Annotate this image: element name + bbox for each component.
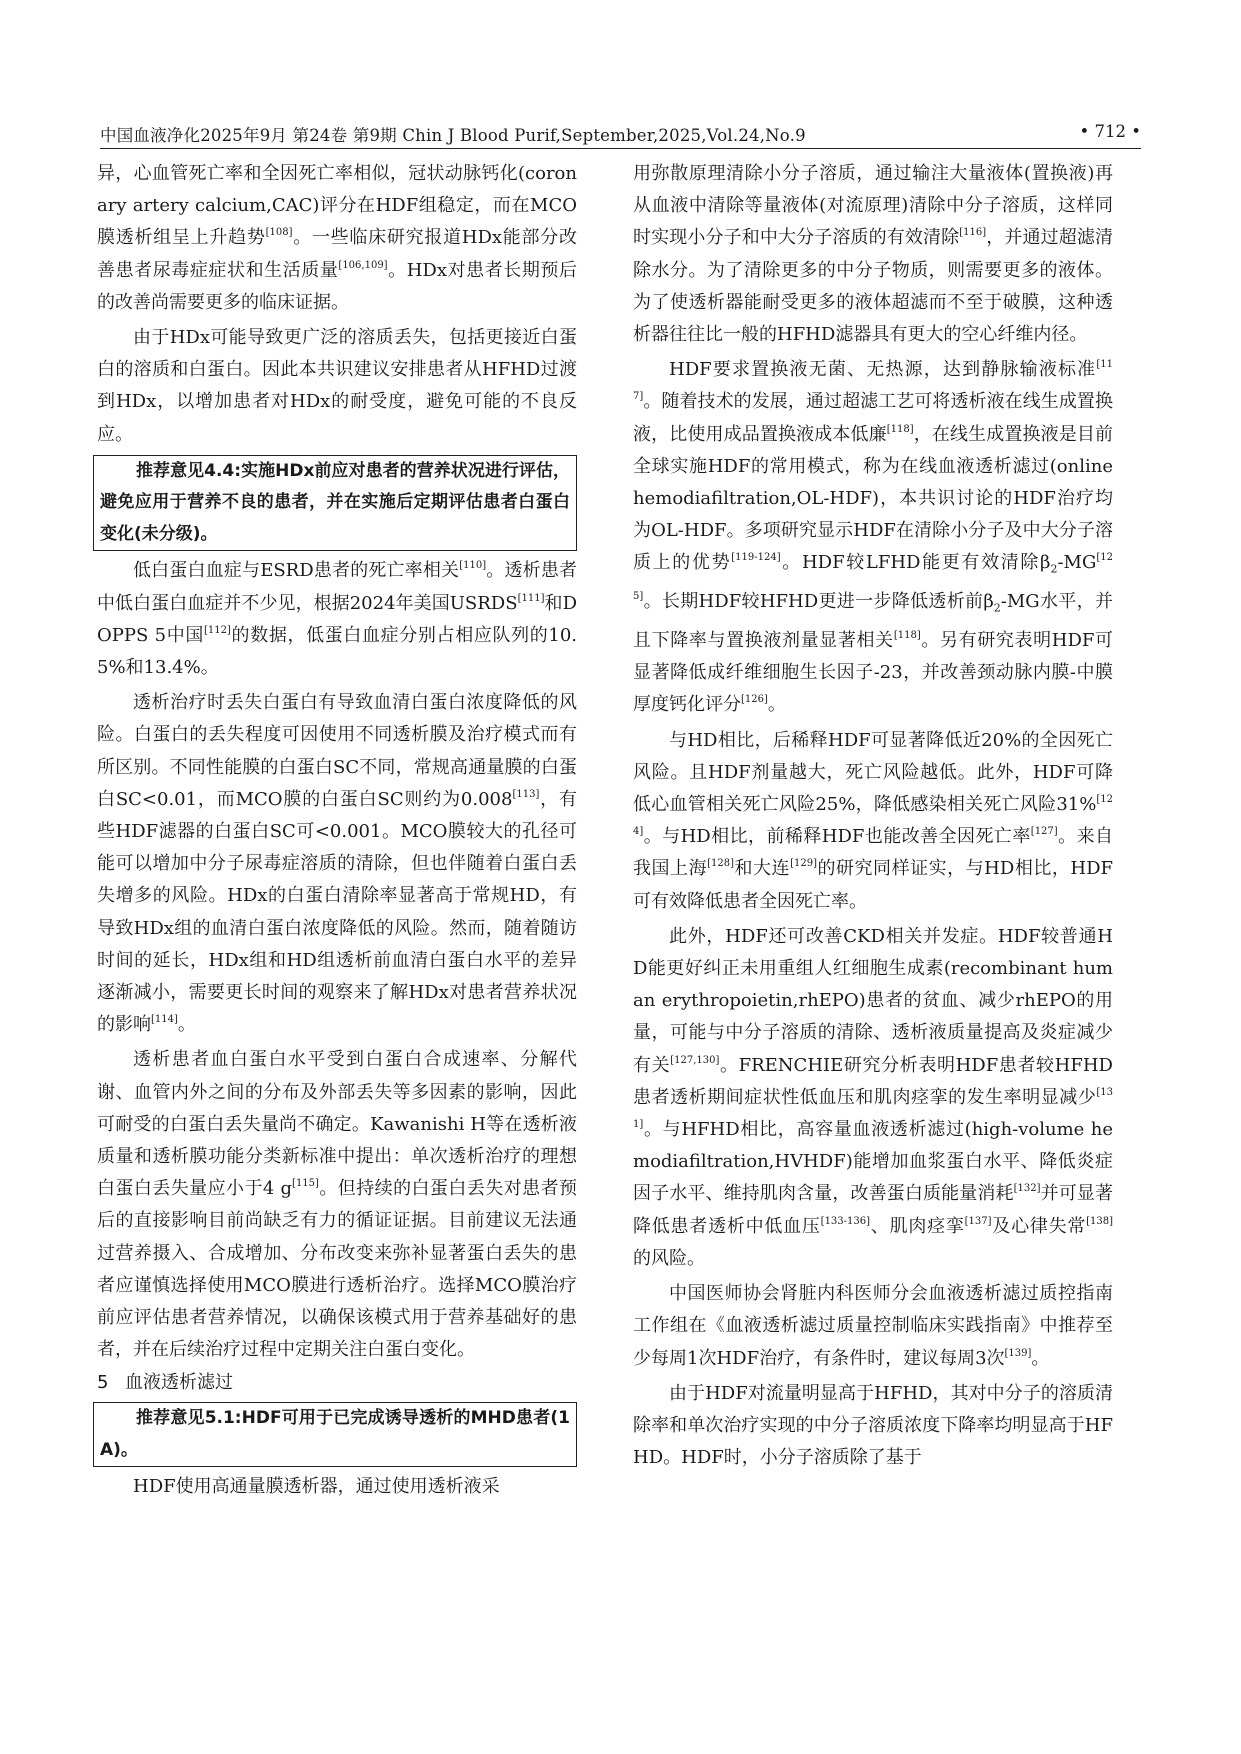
citation: [125] [633, 552, 1113, 603]
paragraph: 由于HDF对流量明显高于HFHD，其对中分子的溶质清除率和单次治疗实现的中分子溶质浓度下降率均明显高于HFHD。HDF时，小分子溶质除了基于 [633, 1382, 1113, 1469]
paragraph: 异，心血管死亡率和全因死亡率相似，冠状动脉钙化(coronary artery calcium,CAC)评分在HDF组稳定，而在MCO膜透析组呈上升趋势[108]。一些临床研究报道HDx能部分改善患者尿毒症症状和生活质量[106,109]。HDx对患者长期预后的改善尚需要更多的临床证据。 [97, 163, 578, 313]
citation: [114] [151, 1014, 178, 1026]
subscript: 2 [993, 601, 1001, 615]
recommendation-text: 推荐意见4.4:实施HDx前应对患者的营养状况进行评估，避免应用于营养不良的患者，并在实施后定期评估患者白蛋白变化(未分级)。 [100, 460, 570, 544]
citation: [113] [512, 788, 540, 800]
recommendation-text: 推荐意见5.1:HDF可用于已完成诱导透析的MHD患者(1A)。 [100, 1408, 570, 1460]
paragraph: 用弥散原理清除小分子溶质，通过输注大量液体(置换液)再从血液中清除等量液体(对流原理)清除中分子溶质，这样同时实现小分子和中大分子溶质的有效清除[116]，并通过超滤清除水分。为了清除更多的中分子物质，则需要更多的液体。为了使透析器能耐受更多的液体超滤而不至于破膜，这种透析器往往比一般的HFHD滤器具有更大的空心纤维内径。 [633, 163, 1114, 346]
citation: [116] [959, 227, 987, 239]
citation: [132] [1013, 1183, 1041, 1195]
paragraph: 低白蛋白血症与ESRD患者的死亡率相关[110]。透析患者中低白蛋白血症并不少见，根据2024年美国USRDS[111]和DOPPS 5中国[112]的数据，低蛋白血症分别占相应队列的10.5%和13.4%。 [97, 560, 578, 678]
citation: [126] [741, 694, 768, 706]
citation: [137] [964, 1215, 992, 1227]
paragraph: HDF要求置换液无菌、无热源，达到静脉输液标准[117]。随着技术的发展，通过超滤工艺可将透析液在线生成置换液，比使用成品置换液成本低廉[118]，在线生成置换液是目前全球实施HDF的常用模式，称为在线血液透析滤过(online hemodiafiltration,OL-HDF)，本共识讨论的HDF治疗均为OL-HDF。多项研究显示HDF在清除小分子及中大分子溶质上的优势[119-124]。HDF较LFHD能更有效清除$\beta_2-MG[125]$。长期HDF较HFHD更进一步降低透析前$\beta_2-MG$水平，并且下降率与置换液剂量显著相关[118]。另有研究表明HDF可显著降低成纤维细胞生长因子-23，并改善颈动脉内膜-中膜厚度钙化评分[126]。 [633, 359, 1114, 716]
paragraph: 中国医师协会肾脏内科医师分会血液透析滤过质控指南工作组在《血液透析滤过质量控制临床实践指南》中推荐至少每周1次HDF治疗，有条件时，建议每周3次[139]。 [633, 1283, 1113, 1369]
citation: [128] [707, 858, 734, 870]
journal-citation: 中国血液净化2025年9月 第24卷 第9期 Chin J Blood Purif,September,2025,Vol.24,No.9 [100, 126, 806, 145]
citation: [119-124] [731, 552, 781, 564]
citation: [124] [633, 794, 1113, 838]
recommendation-box [93, 455, 577, 552]
citation: [111] [517, 592, 545, 604]
citation: [127] [1030, 826, 1058, 838]
citation: [117] [633, 359, 1113, 403]
running-header [100, 122, 1141, 149]
section-heading [97, 1368, 577, 1398]
paragraph: HDF使用高通量膜透析器，通过使用透析液采 [133, 1476, 500, 1498]
paragraph: 透析患者血白蛋白水平受到白蛋白合成速率、分解代谢、血管内外之间的分布及外部丢失等多因素的影响，因此可耐受的白蛋白丢失量尚不确定。Kawanishi H等在透析液质量和透析膜功能分类新标准中提出：单次透析治疗的理想白蛋白丢失量应小于4 g[115]。但持续的白蛋白丢失对患者预后的直接影响目前尚缺乏有力的循证证据。目前建议无法通过营养摄入、合成增加、分布改变来弥补显著蛋白丢失的患者应谨慎选择使用MCO膜进行透析治疗。选择MCO膜治疗前应评估患者营养情况，以确保该模式用于营养基础好的患者，并在后续治疗过程中定期关注白蛋白变化。 [97, 1049, 578, 1361]
citation: [106,109] [338, 259, 388, 271]
citation: [133-136] [820, 1215, 871, 1227]
right-column [633, 158, 1113, 1474]
citation: [108] [265, 227, 293, 239]
paragraph: 由于HDx可能导致更广泛的溶质丢失，包括更接近白蛋白的溶质和白蛋白。因此本共识建议安排患者从HFHD过渡到HDx，以增加患者对HDx的耐受度，避免可能的不良反应。 [97, 327, 577, 445]
paragraph: 与HD相比，后稀释HDF可显著降低近20%的全因死亡风险。且HDF剂量越大，死亡风险越低。此外，HDF可降低心血管相关死亡风险25%，降低感染相关死亡风险31%[124]。与HD相比，前稀释HDF也能改善全因死亡率[127]。来自我国上海[128]和大连[129]的研究同样证实，与HD相比，HDF可有效降低患者全因死亡率。 [633, 729, 1114, 912]
page-number: • 712 • [1079, 122, 1141, 141]
citation: [115] [292, 1178, 319, 1190]
section-title: 血液透析滤过 [125, 1372, 233, 1394]
citation: [127,130] [670, 1054, 720, 1066]
paragraph: 此外，HDF还可改善CKD相关并发症。HDF较普通HD能更好纠正未用重组人红细胞生成素(recombinant human erythropoietin,rhEPO)患者的贫血、减少rhEPO的用量，可能与中分子溶质的清除、透析液质量提高及炎症减少有关[127,130]。FRENCHIE研究分析表明HDF患者较HFHD患者透析期间症状性低血压和肌肉痉挛的发生率明显减少[131]。与HFHD相比，高容量血液透析滤过(high-volume hemodiafiltration,HVHDF)能增加血浆蛋白水平、降低炎症因子水平、维持肌肉含量，改善蛋白质能量消耗[132]并可显著降低患者透析中低血压[133-136]、肌肉痉挛[137]及心律失常[138]的风险。 [633, 925, 1114, 1269]
citation: [129] [790, 858, 817, 870]
subscript: 2 [1050, 563, 1058, 577]
citation: [110] [459, 560, 487, 572]
citation: [139] [1004, 1347, 1032, 1359]
citation: [112] [204, 624, 231, 636]
citation: [118] [893, 630, 921, 642]
paragraph: 透析治疗时丢失白蛋白有导致血清白蛋白浓度降低的风险。白蛋白的丢失程度可因使用不同透析膜及治疗模式而有所区别。不同性能膜的白蛋白SC不同，常规高通量膜的白蛋白SC<0.01，而MCO膜的白蛋白SC则约为0.008[113]，有些HDF滤器的白蛋白SC可<0.001。MCO膜较大的孔径可能可以增加中分子尿毒症溶质的清除，但也伴随着白蛋白丢失增多的风险。HDx的白蛋白清除率显著高于常规HD，有导致HDx组的血清白蛋白浓度降低的风险。然而，随着随访时间的延长，HDx组和HD组透析前血清白蛋白水平的差异逐渐减小，需要更长时间的观察来了解HDx对患者营养状况的影响[114]。 [97, 692, 577, 1036]
citation: [138] [1086, 1215, 1114, 1227]
recommendation-box [93, 1402, 577, 1467]
section-number: 5 [97, 1372, 109, 1394]
left-column [97, 158, 577, 1504]
citation: [118] [886, 423, 914, 435]
citation: [131] [633, 1086, 1113, 1131]
